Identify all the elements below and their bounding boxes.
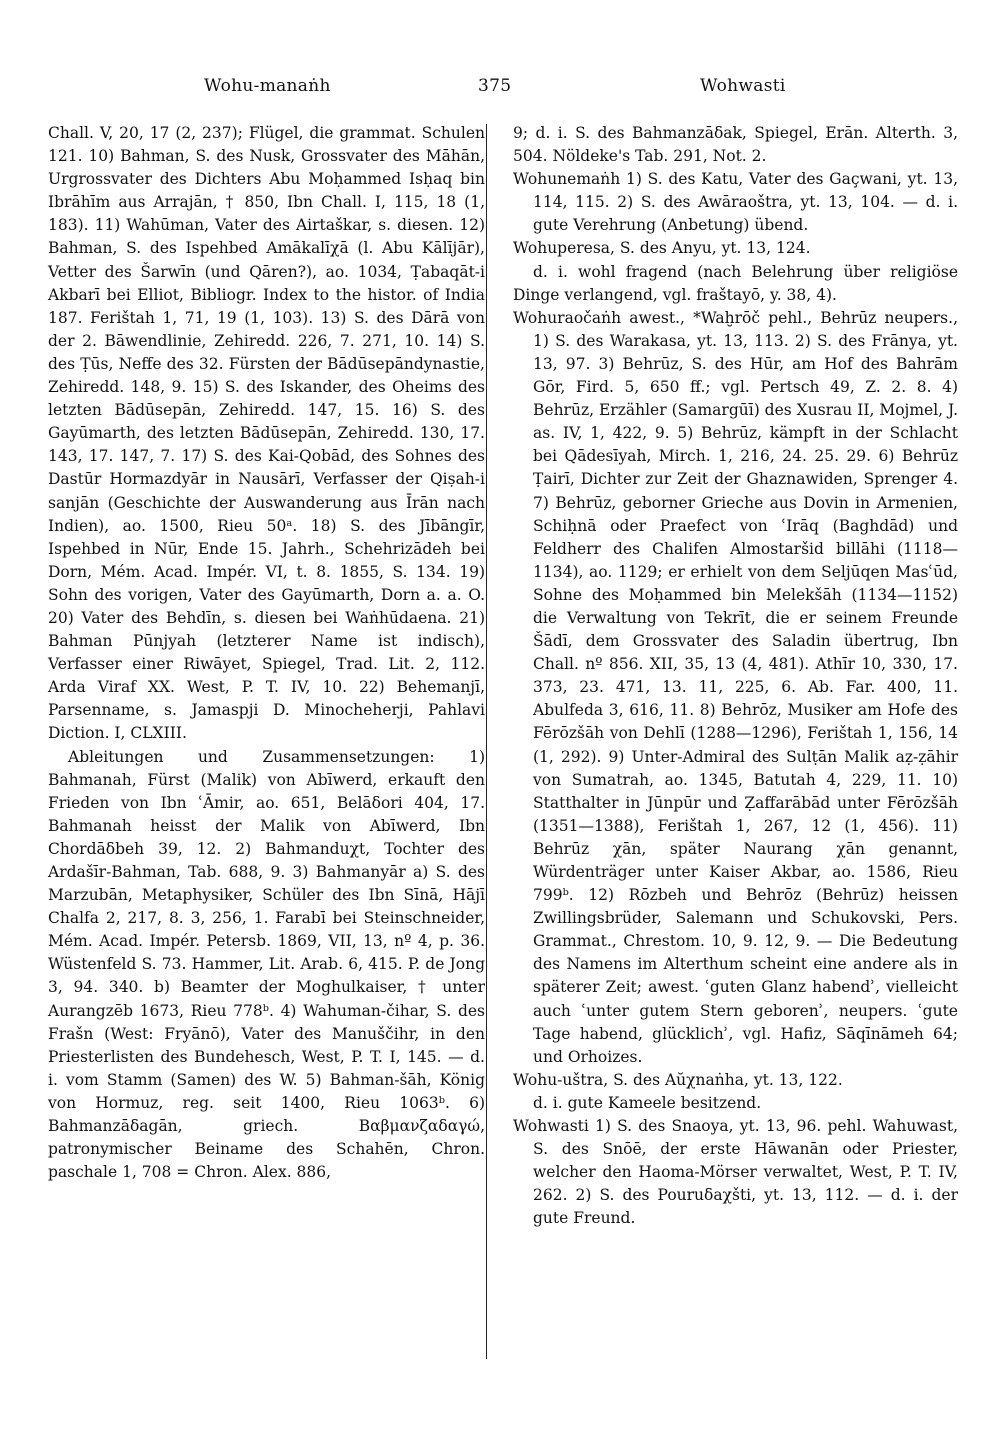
running-head-left: Wohu-manaṅh (204, 76, 331, 96)
entry-gloss: d. i. wohl fragend (nach Belehrung über religiöse Dinge verlangend, vgl. fraštayō, y. 38, 4). (513, 262, 958, 304)
left-column (48, 122, 485, 1184)
paragraph-continued: 9; d. i. S. des Bahmanzāδak, Spiegel, Erān. Alterth. 3, 504. Nöldeke's Tab. 291, Not. 2. (513, 124, 958, 166)
right-column (513, 122, 958, 1231)
paragraph-continued: Chall. V, 20, 17 (2, 237); Flügel, die grammat. Schulen 121. 10) Bahman, S. des Nusk, Grossvater des Māhān, Urgrossvater des Dichters Abu Moḥammed Isḥaq bin Ibrāhīm aus Arrajān, † 850, Ibn Chall. I, 115, 18 (1, 183). 11) Wahūman, Vater des Airtaškar, s. diesen. 12) Bahman, S. des Ispehbed Amākalīχā (l. Abu Kālījār), Vetter des Šarwīn (und Qāren?), ao. 1034, Ṭabaqāt-i Akbarī bei Elliot, Bibliogr. Index to the histor. of India 187. Ferištah 1, 71, 19 (1, 103). 13) S. des Dārā von der 2. Bāwendlinie, Zehiredd. 226, 7. 271, 10. 14) S. des Ṭūs, Neffe des 32. Fürsten der Bādūsepāndynastie, Zehiredd. 148, 9. 15) S. des Iskander, des Oheims des letzten Bādūsepān, Zehiredd. 147, 15. 16) S. des Gayūmarth, des letzten Bādūsepān, Zehiredd. 130, 17. 143, 17. 147, 7. 17) S. des Kai-Qobād, des Sohnes des Dastūr Hormazdyār in Nausārī, Verfasser der Qiṣah-i sanjān (Geschichte der Auswanderung aus Īrān nach Indien), ao. 1500, Rieu 50ᵃ. 18) S. des Jībāngīr, Ispehbed in Nūr, Ende 15. Jahrh., Schehrizādeh bei Dorn, Mém. Acad. Impér. VI, t. 8. 1855, S. 134. 19) Sohn des vorigen, Vater des Gayūmarth, Dorn a. a. O. 20) Vater des Behdīn, s. diesen bei Waṅhūdaena. 21) Bahman Pūnjyah (letzterer Name ist indisch), Verfasser einer Riwāyet, Spiegel, Trad. Lit. 2, 112. Arda Viraf XX. West, P. T. IV, 10. 22) Behemanjī, Parsenname, s. Jamaspji D. Minocheherji, Pahlavi Diction. I, CLXIII. (48, 124, 485, 743)
entry-wohuraocanh: Wohuraočaṅh awest., *Waḫrōč pehl., Behrūz neupers., 1) S. des Warakasa, yt. 13, 113. 2) S. des Frānya, yt. 13, 97. 3) Behrūz, S. des Hūr, am Hof des Bahrām Gōr, Fird. 5, 650 ff.; vgl. Pertsch 49, Z. 2. 8. 4) Behrūz, Erzähler (Samargūī) des Xusrau II, Mojmel, J. as. IV, 1, 422, 9. 5) Behrūz, kämpft in der Schlacht bei Qādesīyah, Mirch. 1, 216, 24. 25. 29. 6) Behrūz Ṭairī, Dichter zur Zeit der Ghaznawiden, Sprenger 4. 7) Behrūz, geborner Grieche aus Dovin in Armenien, Schiḥnā oder Praefect von ʿIrāq (Baghdād) und Feldherr des Chalifen Almostaršid billāhi (1118—1134), ao. 1129; er erhielt von dem Seljūqen Masʿūd, Sohne des Moḥammed bin Melekšāh (1134—1152) die Verwaltung von Tekrīt, die er seinem Freunde Šādī, dem Grossvater des Saladin übertrug, Ibn Chall. nº 856. XII, 35, 13 (4, 481). Athīr 10, 330, 17. 373, 23. 471, 13. 11, 225, 6. Ab. Far. 400, 11. Abulfeda 3, 616, 11. 8) Behrōz, Musiker am Hofe des Fērōzšāh von Dehlī (1288—1296), Ferištah 1, 156, 14 (1, 292). 9) Unter-Admiral des Sulṭān Malik aẓ-ẓāhir von Sumatrah, ao. 1345, Batutah 4, 229, 11. 10) Statthalter in Jūnpūr und Ẓaffarābād unter Fērōzšāh (1351—1388), Ferištah 1, 267, 12 (1, 456). 11) Behrūz χān, später Naurang χān genannt, Würdenträger unter Kaiser Akbar, ao. 1586, Rieu 799ᵇ. 12) Rōzbeh und Behrōz (Behrūz) heissen Zwillingsbrüder, Salemann und Schukovski, Pers. Grammat., Chrestom. 10, 9. 12, 9. — Die Bedeutung des Namens im Alterthum scheint eine andere als in späterer Zeit; awest. ʿguten Glanz habendʾ, vielleicht auch ʿunter gutem Stern geborenʾ, neupers. ʿgute Tage habend, glücklichʾ, vgl. Hafiz, Sāqīnāmeh 64; und Orhoizes. (513, 308, 958, 1066)
entry-wohunemanh: Wohunemaṅh 1) S. des Katu, Vater des Gaçwani, yt. 13, 114, 115. 2) S. des Awāraoštra, yt. 13, 104. — d. i. gute Verehrung (Anbetung) übend. (513, 170, 958, 235)
paragraph-derivations: Ableitungen und Zusammensetzungen: 1) Bahmanah, Fürst (Malik) von Abīwerd, erkauft den Frieden von Ibn ʿĀmir, ao. 651, Belāδori 404, 17. Bahmanah heisst der Malik von Abīwerd, Ibn Chordāδbeh 39, 12. 2) Bahmanduχt, Tochter des Ardašīr-Bahman, Tab. 688, 9. 3) Bahmanyār a) S. des Marzubān, Metaphysiker, Schüler des Ibn Sīnā, Hājī Chalfa 2, 217, 8. 3, 256, 1. Farabī bei Steinschneider, Mém. Acad. Impér. Petersb. 1869, VII, 13, nº 4, p. 36. Wüstenfeld S. 73. Hammer, Lit. Arab. 6, 415. P. de Jong 3, 94. 340. b) Beamter der Moghulkaiser, † unter Aurangzēb 1673, Rieu 778ᵇ. 4) Wahuman-čihar, S. des Frašn (West: Fryānō), Vater des Manuščihr, in den Priesterlisten des Bundehesch, West, P. T. I, 145. — d. i. vom Stamm (Samen) des W. 5) Bahman-šāh, König von Hormuz, reg. seit 1400, Rieu 1063ᵇ. 6) Bahmanzāδagān, griech. Βαβμανζαδαγώ, patronymischer Beiname des Schahēn, Chron. paschale 1, 708 = Chron. Alex. 886, (48, 747, 485, 1182)
running-head-right: Wohwasti (700, 76, 786, 96)
entry-wohuperesa: Wohuperesa, S. des Anyu, yt. 13, 124. (513, 239, 811, 258)
entry-wohu-ustra: Wohu-uštra, S. des Aŭχnaṅha, yt. 13, 122. (513, 1070, 843, 1089)
column-divider (486, 124, 487, 1359)
page-number: 375 (478, 76, 512, 96)
entry-wohwasti: Wohwasti 1) S. des Snaoya, yt. 13, 96. pehl. Wahuwast, S. des Snōē, der erste Hāwanān oder Priester, welcher den Haoma-Mörser verwaltet, West, P. T. IV, 262. 2) S. des Pouruδaχšti, yt. 13, 112. — d. i. der gute Freund. (513, 1117, 958, 1228)
entry-gloss: d. i. gute Kameele besitzend. (533, 1093, 762, 1112)
